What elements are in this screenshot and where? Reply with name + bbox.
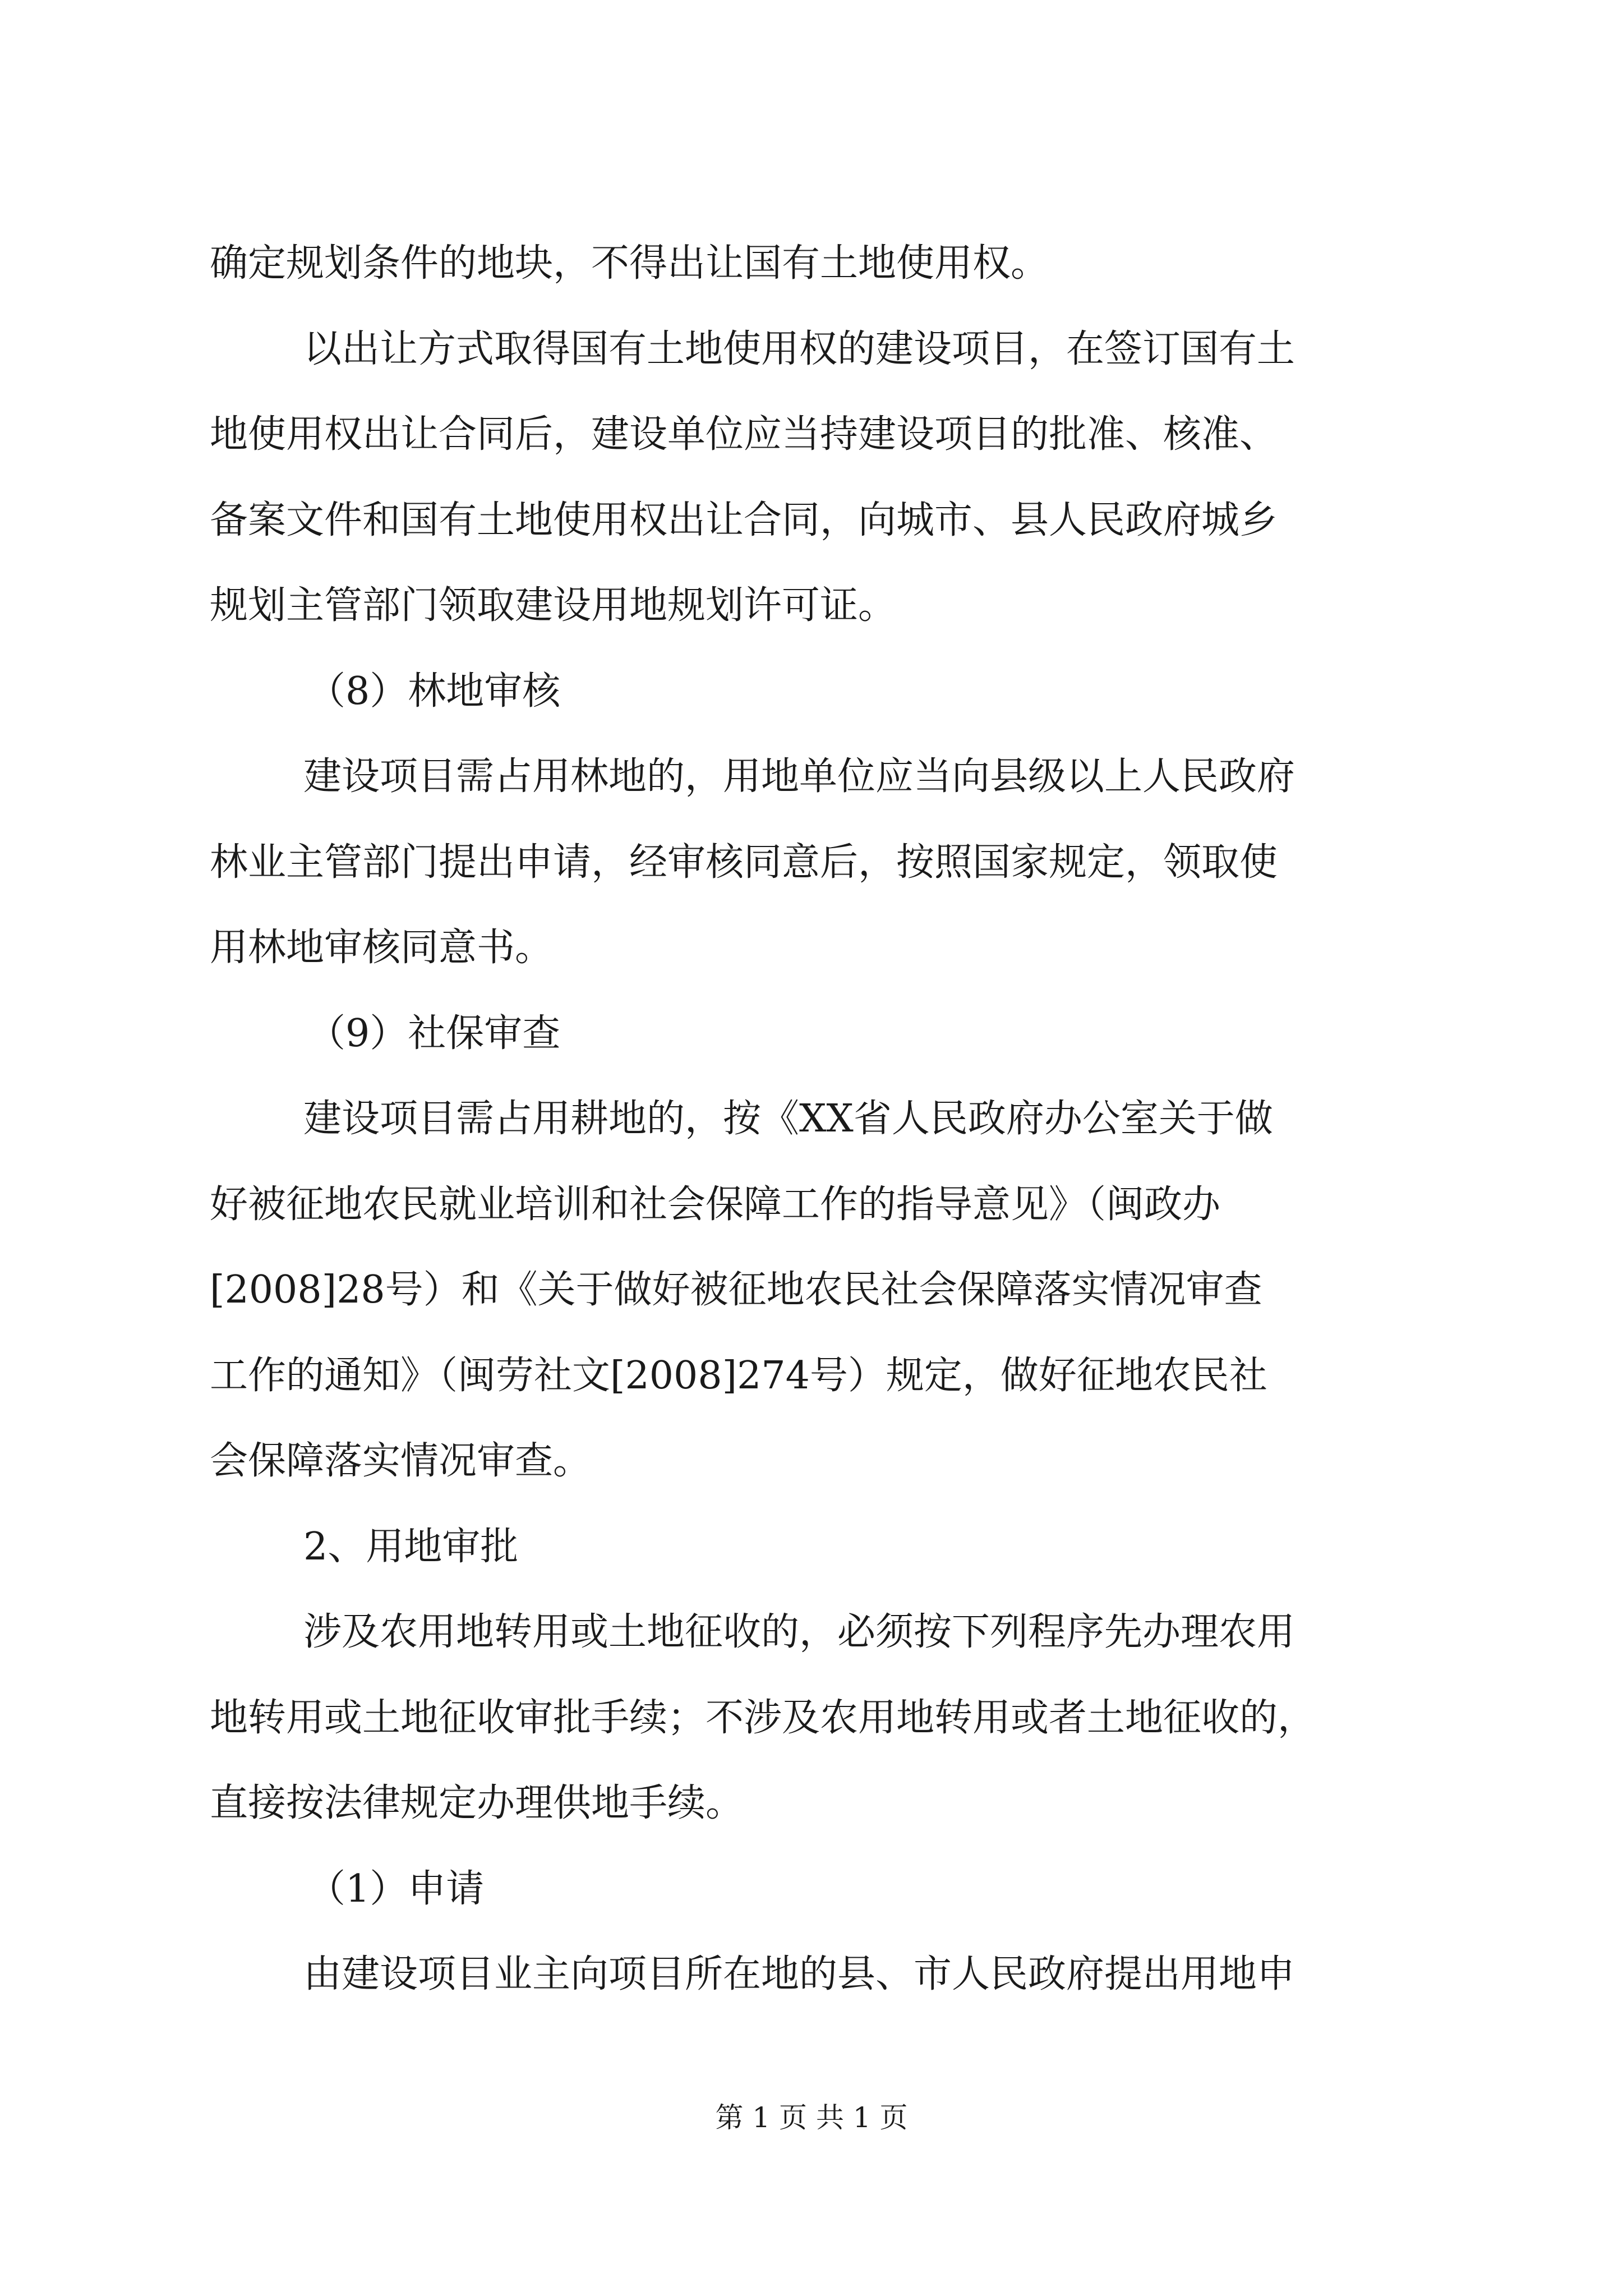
- text-line-17: 涉及农用地转用或土地征收的，必须按下列程序先办理农用: [303, 1610, 1295, 1654]
- text-line-13: [2008]28号）和《关于做好被征地农民社会保障落实情况审查: [210, 1268, 1262, 1312]
- text-line-5: 规划主管部门领取建设用地规划许可证。: [210, 583, 897, 628]
- text-line-15: 会保障落实情况审查。: [210, 1439, 592, 1483]
- text-line-11: 建设项目需占用耕地的，按《XX省人民政府办公室关于做: [303, 1097, 1273, 1141]
- text-line-10: （9）社保审查: [307, 1011, 561, 1056]
- text-line-1: 确定规划条件的地块，不得出让国有土地使用权。: [210, 241, 1049, 286]
- text-line-4: 备案文件和国有土地使用权出让合同，向城市、县人民政府城乡: [210, 498, 1278, 542]
- text-line-2: 以出让方式取得国有土地使用权的建设项目，在签订国有土: [303, 327, 1295, 371]
- text-line-14: 工作的通知》（闽劳社文[2008]274号）规定，做好征地农民社: [210, 1354, 1267, 1398]
- text-line-21: 由建设项目业主向项目所在地的县、市人民政府提出用地申: [303, 1952, 1295, 1996]
- text-line-6: （8）林地审核: [307, 669, 561, 714]
- text-line-12: 好被征地农民就业培训和社会保障工作的指导意见》（闽政办: [210, 1182, 1221, 1227]
- page-footer: 第 1 页 共 1 页: [715, 2101, 908, 2134]
- text-line-7: 建设项目需占用林地的，用地单位应当向县级以上人民政府: [303, 754, 1295, 799]
- text-line-3: 地使用权出让合同后，建设单位应当持建设项目的批准、核准、: [210, 412, 1278, 457]
- text-line-16: 2、用地审批: [303, 1525, 519, 1569]
- text-line-8: 林业主管部门提出申请，经审核同意后，按照国家规定，领取使: [210, 840, 1278, 885]
- text-line-18: 地转用或土地征收审批手续；不涉及农用地转用或者土地征收的，: [210, 1696, 1316, 1740]
- text-line-9: 用林地审核同意书。: [210, 926, 554, 970]
- text-line-20: （1）申请: [307, 1867, 485, 1911]
- text-line-19: 直接按法律规定办理供地手续。: [210, 1781, 744, 1825]
